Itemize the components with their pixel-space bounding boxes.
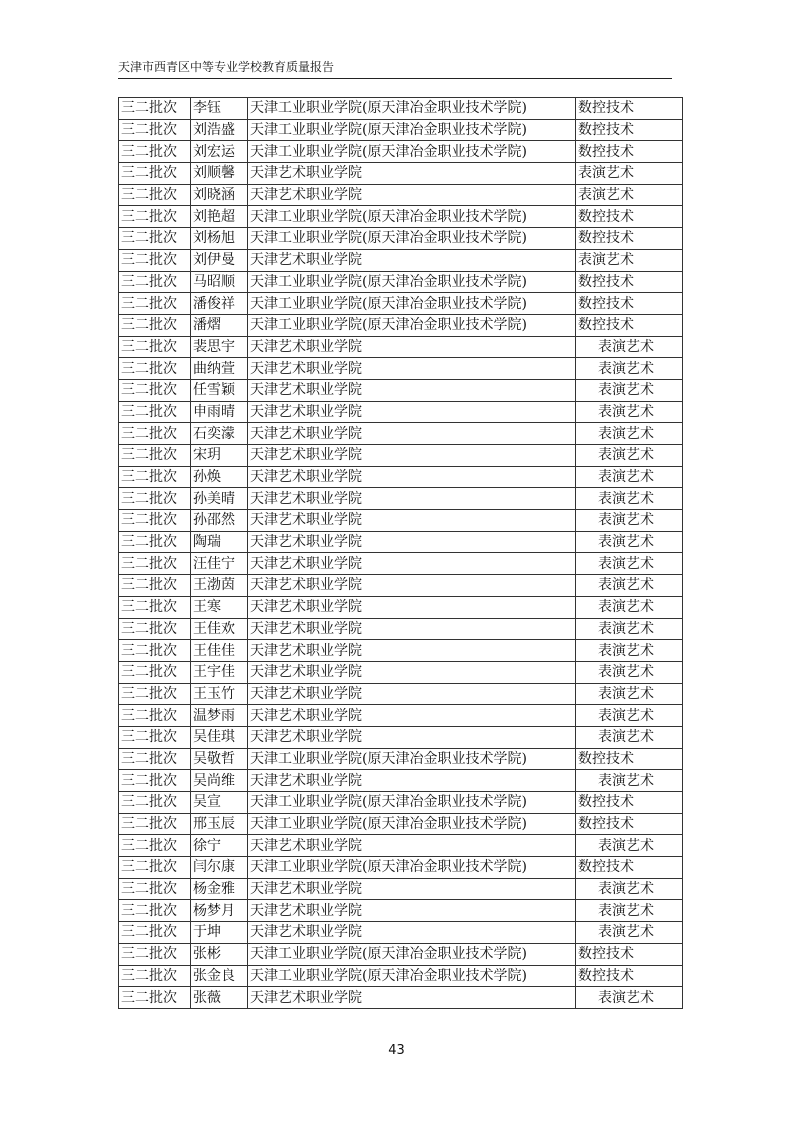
name-cell: 潘熠: [191, 314, 248, 336]
name-cell: 刘浩盛: [191, 119, 248, 141]
major-cell: 表演艺术: [576, 770, 683, 792]
major-cell: 表演艺术: [576, 249, 683, 271]
table-row: [119, 857, 683, 879]
table-row: [119, 792, 683, 814]
name-cell: 王宇佳: [191, 661, 248, 683]
major-cell: 数控技术: [576, 206, 683, 228]
name-cell: 李钰: [191, 98, 248, 120]
batch-cell: 三二批次: [119, 510, 191, 532]
batch-cell: 三二批次: [119, 683, 191, 705]
table-row: [119, 314, 683, 336]
major-cell: 表演艺术: [576, 336, 683, 358]
name-cell: 孙焕: [191, 466, 248, 488]
major-cell: 表演艺术: [576, 661, 683, 683]
batch-cell: 三二批次: [119, 922, 191, 944]
major-cell: 数控技术: [576, 792, 683, 814]
table-row: [119, 271, 683, 293]
school-cell: 天津艺术职业学院: [248, 466, 576, 488]
school-cell: 天津艺术职业学院: [248, 661, 576, 683]
batch-cell: 三二批次: [119, 943, 191, 965]
batch-cell: 三二批次: [119, 575, 191, 597]
school-cell: 天津艺术职业学院: [248, 618, 576, 640]
batch-cell: 三二批次: [119, 336, 191, 358]
major-cell: 表演艺术: [576, 640, 683, 662]
major-cell: 表演艺术: [576, 878, 683, 900]
major-cell: 表演艺术: [576, 466, 683, 488]
major-cell: 表演艺术: [576, 726, 683, 748]
name-cell: 马昭顺: [191, 271, 248, 293]
school-cell: 天津工业职业学院(原天津冶金职业技术学院): [248, 228, 576, 250]
batch-cell: 三二批次: [119, 596, 191, 618]
major-cell: 表演艺术: [576, 163, 683, 185]
table-row: [119, 965, 683, 987]
table-row: [119, 184, 683, 206]
batch-cell: 三二批次: [119, 293, 191, 315]
school-cell: 天津艺术职业学院: [248, 553, 576, 575]
school-cell: 天津艺术职业学院: [248, 423, 576, 445]
school-cell: 天津艺术职业学院: [248, 445, 576, 467]
batch-cell: 三二批次: [119, 445, 191, 467]
batch-cell: 三二批次: [119, 228, 191, 250]
school-cell: 天津工业职业学院(原天津冶金职业技术学院): [248, 792, 576, 814]
table-row: [119, 488, 683, 510]
table-row: [119, 379, 683, 401]
major-cell: 数控技术: [576, 119, 683, 141]
table-row: [119, 878, 683, 900]
major-cell: 数控技术: [576, 141, 683, 163]
major-cell: 数控技术: [576, 228, 683, 250]
batch-cell: 三二批次: [119, 965, 191, 987]
name-cell: 任雪颖: [191, 379, 248, 401]
major-cell: 数控技术: [576, 98, 683, 120]
table-row: [119, 705, 683, 727]
batch-cell: 三二批次: [119, 618, 191, 640]
batch-cell: 三二批次: [119, 271, 191, 293]
table-row: [119, 835, 683, 857]
table-row: [119, 987, 683, 1009]
name-cell: 孙邵然: [191, 510, 248, 532]
name-cell: 杨金雅: [191, 878, 248, 900]
school-cell: 天津艺术职业学院: [248, 401, 576, 423]
school-cell: 天津工业职业学院(原天津冶金职业技术学院): [248, 119, 576, 141]
batch-cell: 三二批次: [119, 249, 191, 271]
school-cell: 天津艺术职业学院: [248, 531, 576, 553]
major-cell: 表演艺术: [576, 358, 683, 380]
school-cell: 天津艺术职业学院: [248, 900, 576, 922]
school-cell: 天津工业职业学院(原天津冶金职业技术学院): [248, 857, 576, 879]
table-row: [119, 228, 683, 250]
batch-cell: 三二批次: [119, 878, 191, 900]
name-cell: 刘宏运: [191, 141, 248, 163]
major-cell: 表演艺术: [576, 184, 683, 206]
table-row: [119, 98, 683, 120]
batch-cell: 三二批次: [119, 705, 191, 727]
school-cell: 天津艺术职业学院: [248, 249, 576, 271]
name-cell: 汪佳宁: [191, 553, 248, 575]
name-cell: 张薇: [191, 987, 248, 1009]
major-cell: 数控技术: [576, 857, 683, 879]
name-cell: 吴敬哲: [191, 748, 248, 770]
batch-cell: 三二批次: [119, 770, 191, 792]
major-cell: 表演艺术: [576, 531, 683, 553]
table-row: [119, 445, 683, 467]
school-cell: 天津工业职业学院(原天津冶金职业技术学院): [248, 271, 576, 293]
batch-cell: 三二批次: [119, 141, 191, 163]
major-cell: 数控技术: [576, 943, 683, 965]
table-row: [119, 575, 683, 597]
school-cell: 天津工业职业学院(原天津冶金职业技术学院): [248, 314, 576, 336]
major-cell: 表演艺术: [576, 575, 683, 597]
name-cell: 于坤: [191, 922, 248, 944]
batch-cell: 三二批次: [119, 553, 191, 575]
major-cell: 表演艺术: [576, 445, 683, 467]
batch-cell: 三二批次: [119, 792, 191, 814]
major-cell: 表演艺术: [576, 553, 683, 575]
name-cell: 陶瑞: [191, 531, 248, 553]
major-cell: 数控技术: [576, 748, 683, 770]
major-cell: 表演艺术: [576, 987, 683, 1009]
batch-cell: 三二批次: [119, 835, 191, 857]
school-cell: 天津工业职业学院(原天津冶金职业技术学院): [248, 98, 576, 120]
school-cell: 天津艺术职业学院: [248, 770, 576, 792]
table-row: [119, 336, 683, 358]
batch-cell: 三二批次: [119, 119, 191, 141]
table-row: [119, 683, 683, 705]
name-cell: 刘艳超: [191, 206, 248, 228]
name-cell: 宋玥: [191, 445, 248, 467]
table-body: [119, 98, 683, 1009]
batch-cell: 三二批次: [119, 184, 191, 206]
table-row: [119, 510, 683, 532]
table-row: [119, 401, 683, 423]
school-cell: 天津艺术职业学院: [248, 163, 576, 185]
name-cell: 张金良: [191, 965, 248, 987]
table-row: [119, 726, 683, 748]
batch-cell: 三二批次: [119, 640, 191, 662]
table-row: [119, 618, 683, 640]
table-row: [119, 119, 683, 141]
major-cell: 表演艺术: [576, 922, 683, 944]
table-row: [119, 163, 683, 185]
school-cell: 天津工业职业学院(原天津冶金职业技术学院): [248, 206, 576, 228]
major-cell: 数控技术: [576, 314, 683, 336]
name-cell: 王佳佳: [191, 640, 248, 662]
school-cell: 天津艺术职业学院: [248, 835, 576, 857]
table-row: [119, 249, 683, 271]
school-cell: 天津艺术职业学院: [248, 488, 576, 510]
major-cell: 表演艺术: [576, 900, 683, 922]
table-row: [119, 922, 683, 944]
name-cell: 闫尔康: [191, 857, 248, 879]
admissions-table: [118, 97, 683, 1009]
batch-cell: 三二批次: [119, 531, 191, 553]
table-row: [119, 206, 683, 228]
table-row: [119, 640, 683, 662]
school-cell: 天津艺术职业学院: [248, 640, 576, 662]
school-cell: 天津艺术职业学院: [248, 987, 576, 1009]
school-cell: 天津艺术职业学院: [248, 878, 576, 900]
name-cell: 王佳欢: [191, 618, 248, 640]
school-cell: 天津艺术职业学院: [248, 683, 576, 705]
name-cell: 吴佳琪: [191, 726, 248, 748]
major-cell: 表演艺术: [576, 835, 683, 857]
table-row: [119, 813, 683, 835]
major-cell: 数控技术: [576, 965, 683, 987]
batch-cell: 三二批次: [119, 900, 191, 922]
batch-cell: 三二批次: [119, 466, 191, 488]
major-cell: 表演艺术: [576, 488, 683, 510]
name-cell: 王寒: [191, 596, 248, 618]
table-row: [119, 748, 683, 770]
batch-cell: 三二批次: [119, 163, 191, 185]
school-cell: 天津工业职业学院(原天津冶金职业技术学院): [248, 293, 576, 315]
table-row: [119, 141, 683, 163]
name-cell: 刘杨旭: [191, 228, 248, 250]
name-cell: 曲纳萱: [191, 358, 248, 380]
batch-cell: 三二批次: [119, 726, 191, 748]
table-row: [119, 358, 683, 380]
table-row: [119, 466, 683, 488]
table-row: [119, 770, 683, 792]
major-cell: 表演艺术: [576, 596, 683, 618]
batch-cell: 三二批次: [119, 813, 191, 835]
major-cell: 表演艺术: [576, 618, 683, 640]
major-cell: 表演艺术: [576, 510, 683, 532]
name-cell: 杨梦月: [191, 900, 248, 922]
school-cell: 天津艺术职业学院: [248, 575, 576, 597]
school-cell: 天津艺术职业学院: [248, 336, 576, 358]
batch-cell: 三二批次: [119, 401, 191, 423]
school-cell: 天津工业职业学院(原天津冶金职业技术学院): [248, 748, 576, 770]
major-cell: 表演艺术: [576, 683, 683, 705]
name-cell: 徐宁: [191, 835, 248, 857]
table-row: [119, 661, 683, 683]
name-cell: 温梦雨: [191, 705, 248, 727]
name-cell: 吴尚维: [191, 770, 248, 792]
school-cell: 天津工业职业学院(原天津冶金职业技术学院): [248, 141, 576, 163]
major-cell: 表演艺术: [576, 379, 683, 401]
table-row: [119, 531, 683, 553]
batch-cell: 三二批次: [119, 661, 191, 683]
school-cell: 天津艺术职业学院: [248, 358, 576, 380]
school-cell: 天津艺术职业学院: [248, 922, 576, 944]
school-cell: 天津艺术职业学院: [248, 726, 576, 748]
school-cell: 天津工业职业学院(原天津冶金职业技术学院): [248, 943, 576, 965]
page-header: 天津市西青区中等专业学校教育质量报告: [118, 58, 672, 79]
batch-cell: 三二批次: [119, 98, 191, 120]
major-cell: 表演艺术: [576, 423, 683, 445]
name-cell: 潘俊祥: [191, 293, 248, 315]
school-cell: 天津艺术职业学院: [248, 184, 576, 206]
batch-cell: 三二批次: [119, 423, 191, 445]
major-cell: 数控技术: [576, 271, 683, 293]
name-cell: 邢玉辰: [191, 813, 248, 835]
batch-cell: 三二批次: [119, 314, 191, 336]
table-row: [119, 423, 683, 445]
table-row: [119, 293, 683, 315]
page-number: 43: [388, 1043, 405, 1058]
name-cell: 刘顺馨: [191, 163, 248, 185]
table-row: [119, 553, 683, 575]
name-cell: 吴宣: [191, 792, 248, 814]
batch-cell: 三二批次: [119, 987, 191, 1009]
school-cell: 天津艺术职业学院: [248, 705, 576, 727]
batch-cell: 三二批次: [119, 748, 191, 770]
batch-cell: 三二批次: [119, 379, 191, 401]
major-cell: 表演艺术: [576, 705, 683, 727]
table-row: [119, 596, 683, 618]
name-cell: 王渤茵: [191, 575, 248, 597]
major-cell: 数控技术: [576, 293, 683, 315]
major-cell: 数控技术: [576, 813, 683, 835]
batch-cell: 三二批次: [119, 857, 191, 879]
table-row: [119, 943, 683, 965]
name-cell: 王玉竹: [191, 683, 248, 705]
name-cell: 刘伊曼: [191, 249, 248, 271]
school-cell: 天津艺术职业学院: [248, 596, 576, 618]
name-cell: 裴思宇: [191, 336, 248, 358]
name-cell: 孙美晴: [191, 488, 248, 510]
table-row: [119, 900, 683, 922]
name-cell: 刘晓涵: [191, 184, 248, 206]
school-cell: 天津艺术职业学院: [248, 379, 576, 401]
school-cell: 天津工业职业学院(原天津冶金职业技术学院): [248, 813, 576, 835]
batch-cell: 三二批次: [119, 358, 191, 380]
school-cell: 天津工业职业学院(原天津冶金职业技术学院): [248, 965, 576, 987]
school-cell: 天津艺术职业学院: [248, 510, 576, 532]
major-cell: 表演艺术: [576, 401, 683, 423]
name-cell: 张彬: [191, 943, 248, 965]
name-cell: 申雨晴: [191, 401, 248, 423]
batch-cell: 三二批次: [119, 488, 191, 510]
batch-cell: 三二批次: [119, 206, 191, 228]
name-cell: 石奕濛: [191, 423, 248, 445]
